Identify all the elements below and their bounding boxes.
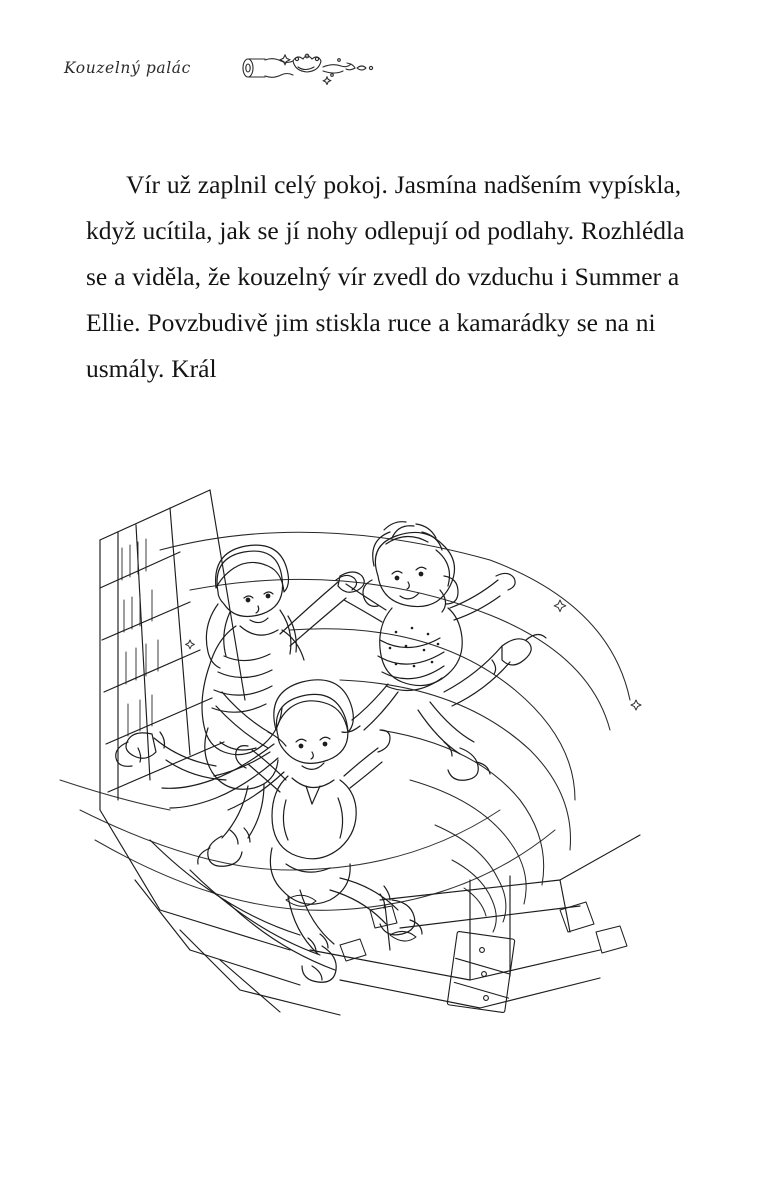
chapter-illustration [40, 480, 730, 1040]
body-paragraph: Vír už zaplnil celý pokoj. Jasmína nadšením vypískla, když ucítila, jak se jí nohy odlepují od podlahy. Rozhlédla se a viděla, že kouzelný vír zvedl do vzduchu i Summer a Ellie. Povzbudivě jim stiskla ruce a kamarádky se na ni usmály. Král [86, 169, 685, 383]
scroll-flourish-ornament-icon [235, 51, 375, 85]
running-head-title: Kouzelný palác [64, 59, 191, 77]
running-head [64, 48, 700, 88]
